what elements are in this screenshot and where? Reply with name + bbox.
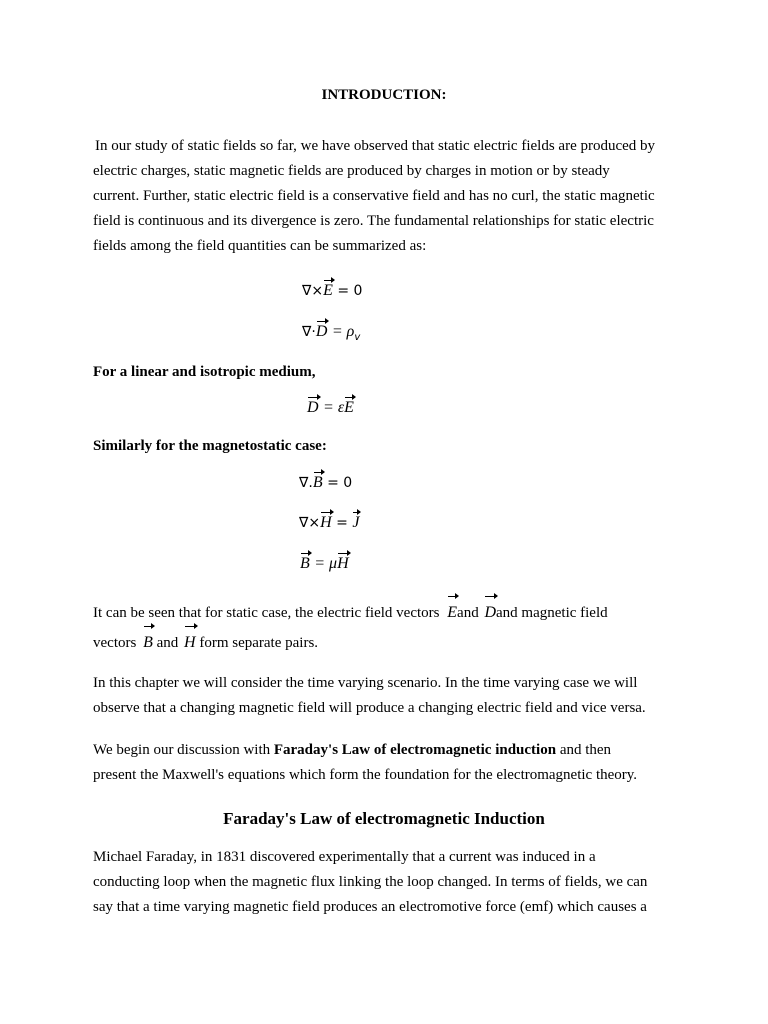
intro-line-2: electric charges, static magnetic fields are produced by charges in motion or by steady <box>93 163 610 179</box>
faraday-section-title: Faraday's Law of electromagnetic Induction <box>223 809 545 828</box>
equation-div-b: ∇.B = 0 <box>299 474 353 491</box>
intro-paragraph <box>93 134 683 259</box>
begin-paragraph <box>93 738 683 788</box>
equation-div-d: $\nabla\cdot D = \rho_v$ <box>302 323 361 343</box>
equation-curl-e: ∇×E = 0 <box>302 282 363 299</box>
begin-line-2: present the Maxwell's equations which form the foundation for the electromagnetic theory. <box>93 767 638 783</box>
linear-medium-label: For a linear and isotropic medium, <box>93 364 316 380</box>
intro-line-5: fields among the field quantities can be summarized as: <box>93 238 427 254</box>
vector-h: H <box>320 514 332 531</box>
chapter-line-2: observe that a changing magnetic field will produce a changing electric field and vice versa. <box>93 700 646 716</box>
field-pairs-line-2: vectors B and H form separate pairs. <box>93 628 683 658</box>
vector-e: E <box>323 282 333 299</box>
begin-line-1: We begin our discussion with Faraday's Law of electromagnetic induction and then <box>93 742 612 758</box>
field-pairs-line-1: It can be seen that for static case, the electric field vectors Eand Dand magnetic field <box>93 598 683 628</box>
equation-d-eps-e: D = εE <box>307 399 354 416</box>
faraday-law-bold: Faraday's Law of electromagnetic induction <box>273 742 557 758</box>
intro-line-1: In our study of static fields so far, we have observed that static electric fields are produced by <box>95 138 656 154</box>
vector-b: B <box>312 474 323 491</box>
introduction-heading: INTRODUCTION: <box>321 87 447 103</box>
faraday-paragraph <box>93 845 683 920</box>
intro-line-3: current. Further, static electric field is a conservative field and has no curl, the static magnetic <box>93 188 655 204</box>
chapter-line-1: In this chapter we will consider the time varying scenario. In the time varying case we will <box>93 675 638 691</box>
chapter-paragraph <box>93 671 683 721</box>
magnetostatic-label: Similarly for the magnetostatic case: <box>93 438 327 454</box>
equation-b-mu-h: B = μH <box>300 555 349 572</box>
faraday-line-2: conducting loop when the magnetic flux linking the loop changed. In terms of fields, we can <box>93 874 648 890</box>
vector-j: J <box>352 514 360 531</box>
faraday-line-1: Michael Faraday, in 1831 discovered experimentally that a current was induced in a <box>93 849 596 865</box>
intro-line-4: field is continuous and its divergence is zero. The fundamental relationships for static electric <box>93 213 654 229</box>
faraday-line-3: say that a time varying magnetic field produces an electromotive force (emf) which causes a <box>93 899 647 915</box>
vector-d: D <box>315 323 328 340</box>
equation-curl-h: ∇×H = J <box>299 514 360 531</box>
field-pairs-paragraph <box>93 598 683 658</box>
